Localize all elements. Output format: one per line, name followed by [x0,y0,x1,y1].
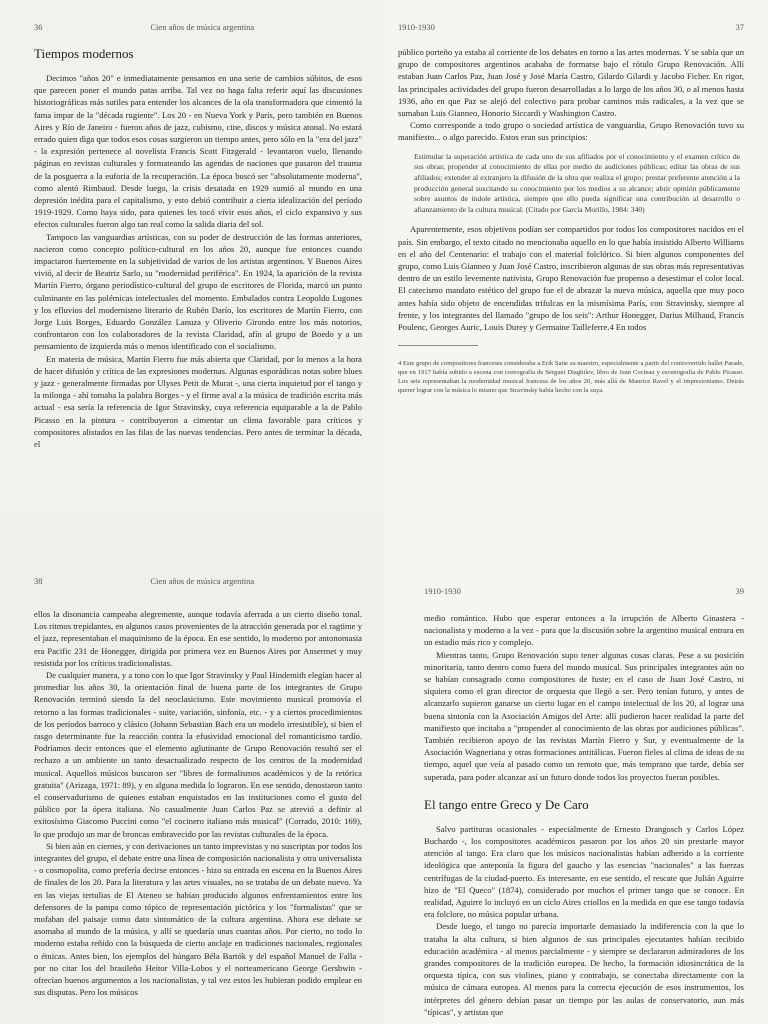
block-quote: Estimular la superación artística de cada uno de sus afiliados por el conocimiento y el examen crítico de sus obras; propender al conocimiento de ellas por medio de audiciones públicas; editar las obras de sus afiliados; extender al extranjero la difusión de la obra que realiza el grupo; prestar preferente atención a la producción general suscitando su conocimiento por los medios a su alcance; abrir opinión públicamente sobre asuntos de índole artística, siempre que ello pueda significar una contribución al desarrollo o afianzamiento de la cultura musical. (Citado por García Morillo, 1984: 340) [414,151,740,214]
running-title: Cien años de música argentina [150,22,255,32]
paragraph: Aparentemente, esos objetivos podían ser compartidos por todos los compositores nacidos en el país. Sin embargo, el texto citado no mencionaba aquello en lo que había insistido Alberto Williams en el año del Centenario: el trabajo con el material folclórico. Si bien algunos componentes del grupo, como Luis Gianneo y Juan José Castro, inscribieron algunas de sus obras más representativas dentro de un estilo levemente nativista, Grupo Renovación fue propenso a desestimar el color local. El catecismo mandato estético del grupo fue el de abrazar la nueva música, aquella que muy poco antes había sido objeto de encendidas trifulcas en la mismísima París, con Stravinsky, siempre al frente, y los integrantes del llamado "grupo de los seis": Arthur Honegger, Darius Milhaud, Francis Poulenc, Georges Auric, Louis Durey y Germaine Tailleferre.4 En todos [398,224,744,332]
paragraph: En materia de música, Martín Fierro fue más abierta que Claridad, por lo menos a la hora de hacer difusión y crítica de las expresiones modernas. Algunas esporádicas notas sobre blues y jazz - generalmente firmadas por Ulyses Petit de Murat -, una cierta inquietud por el tango y la milonga - ahí tomaba la palabra Borges - y el firme aval a la música de tradición escrita más actual - esa sería la referencia de Igor Stravinsky, cuya referencia equiparable a la de Pablo Picasso en la pintura - contribuyeron a cimentar un clima favorable para críticos y compositores alistados en las filas de las nuevas tendencias. Pero antes de terminar la década, el [34,353,362,450]
paragraph: Mientras tanto, Grupo Renovación supo tener algunas cosas claras. Pese a su posición minoritaria, tanto dentro como fuera del mundo musical. Sus principales integrantes aún no se habían consagrado como compositores de fuste; en el caso de Juan José Castro, ni siquiera como el gran director de orquesta que llegó a ser. Pero tenían futuro, y antes de alcanzarlo supieron ganarse un cierto lugar en el campo intelectual de los 20, al lograr una buena sintonía con la Asociación Amigos del Arte: allí pudieron hacer realidad la parte del manifiesto que incitaba a "propender al conocimiento de las obras por audiciones públicas". También recibieron apoyo de las revistas Martín Fierro y Sur, y eventualmente de la Asociación Wagneriana y otras formaciones antitálicas. Fueron fieles al clima de ideas de su tiempo, aquel que veía al pasado como un remoto que, más temprano que tarde, debía ser superada, para poder alcanzar así un futuro donde todos los proyectos fueran posibles. [424,649,744,782]
running-header [398,22,744,32]
paragraph: ellos la disonancia campeaba alegremente, aunque todavía aferrada a un cierto diseño tonal. Los ritmos trepidantes, en algunos casos provenientes de la atracción generada por el ragtime y el jazz, representaban el maquinismo de la época. En ese sentido, lo moderno por antonomasia era Pacific 231 de Honegger, dirigida por primera vez en Buenos Aires por Ansermet y muy resistida por los críticos tradicionalistas. [34,609,362,668]
section-heading: Tiempos modernos [34,46,134,61]
paragraph: De cualquier manera, y a tono con lo que Igor Stravinsky y Paul Hindemith elegían hacer al promediar los años 30, la orientación final de buena parte de los integrantes de Grupo Renovación terminó siendo la del neoclasicismo. Este movimiento musical promovía el retorno a las formas tradicionales - suite, variación, sinfonía, etc. - y a ciertos procedimientos de los períodos barroco y clásico (Johann Sebastian Bach era un modelo irresistible), si bien el rasgo determinante fue la reacción contra la efusividad emocional del romanticismo tardío. Podríamos decir entonces que el elemento aglutinante de Grupo Renovación resultó ser el rechazo a un ambiente un tanto desactualizado respecto de los centros de la modernidad musical. Aquellos músicos buscaron ser "libres de formalismos académicos y de la retórica gratuita" (Arizaga, 1971: 89), y en alguna medida lo lograron. En ese sentido, denostaron tanto el conservadurismo de quienes estaban enquistados en las instituciones como el gusto del público por la ópera italiana. No casualmente Juan Carlos Paz se atrevió a definir al exitosísimo Giacomo Puccini como "el cocinero italiano más musical" (Corrado, 2010: 169), lo que produjo un mar de broncas embravecido por las revistas culturales de la época. [34,670,362,839]
page-number: 38 [34,576,43,586]
page-37 [384,0,768,512]
page-39 [384,512,768,1024]
paragraph: público porteño ya estaba al corriente de los debates en torno a las artes modernas. Y se sabía que un grupo de compositores argentinos acababa de formarse bajo el rótulo Grupo Renovación. Allí estaban Juan Carlos Paz, Juan José y José María Castro, Gilardo Gilardi y Jacobo Ficher. En rigor, las principales actividades del grupo fueron desarrolladas a lo largo de los años 30, o al menos hasta 1936, año en que Paz se alejó del colectivo para probar caminos más radicales, a la vez que se sumaban Luis Gianneo, Honorio Siccardi y Washington Castro. [398,47,744,119]
page-number: 36 [34,22,43,32]
running-title: 1910-1930 [398,22,435,32]
footnote: 4 Este grupo de compositores franceses consideraba a Erik Satie su maestro, especialmente a partir del controvertido ballet Parade, que en 1917 había subido a escena con coreografía de Serguei Diaghilev, libro de Jean Cocteau y escenografía de Pablo Picasso. Los seis representaban la modernidad musical francesa de los años 20, más allá de Maurice Ravel y el impresionismo. Detrás querer lograr con la música lo mismo que Stravinsky había hecho con la suya. [398,360,744,394]
paragraph: Decimos "años 20" e inmediatamente pensamos en una serie de cambios súbitos, de esos que parecen poner el mundo patas arriba. Tal vez no haga falta referir aquí las discusiones historiográficas más sutiles para entender los alcances de la ola transformadora que cimentó la fama impar de la "década rugiente". Los 20 - en Nueva York y París, pero también en Buenos Aires y Río de Janeiro - fueron años de jazz, cubismo, cine, discos y música atonal. No estará errado quien diga que todos esos cosas surgieron un tiempo antes, pero sólo en la "era del jazz" - la expresión pertenece al novelista Francis Scott Fitzgerald - levantaron vuelo, llenando páginas en revistas culturales y formateando las agendas de naciones que pasaron del trauma de la posguerra a la euforia de la recuperación. La época buscó ser "absolutamente moderna", como alentó Rimbaud. Desde luego, la crisis desatada en 1929 sumió al mundo en una depresión inédita para el capitalismo, y esto debió contribuir a cierta idealización del período 1919-1929. Como haya sido, para quienes les tocó vivir esos años, el ciclo expansivo y sus efectos culturales fueron algo tan real como la salida diaria del sol. [34,73,362,230]
page-number: 39 [735,586,744,596]
paragraph: Si bien aún en ciernes, y con derivaciones un tanto imprevistas y no suscriptas por todos los integrantes del grupo, el debate entre una línea de composición nacionalista y otra universalista - o cosmopolita, como prefería decirse entonces - hizo su entrada en escena en la Buenos Aires de finales de los 20. Para la literatura y las artes visuales, no se trataba de un debate nuevo. Ya en las viejas tertulias de El Ateneo se habían producido algunos enfrentamientos entre los defensores de la pampa como tópico de representación pictórica y los "formalistas" que se mofaban del paisaje como dato sintomático de la cultura argentina. Ahora ese debate se asomaba al mundo de la música, y allí se quedaría unas cuantas años. Por cierto, no todo lo moderno estaba reñido con la búsqueda de cierto anclaje en tradiciones nacionales, regionales o étnicas. Antes bien, los ejemplos del húngaro Béla Bartók y del español Manuel de Falla - por no citar los del brasileño Heitor Villa-Lobos y el norteamericano George Gershwin - ofrecían buenos argumentos a los nacionalistas, y tal vez estos les hubieran podido emplear en sus disputas. Pero los músicos [34,840,362,998]
paragraph: Tampoco las vanguardias artísticas, con su poder de destrucción de las formas anteriores, nacieron como concepto político-cultural en los años 20, aunque fue entonces cuando impactaron fuertemente en la subjetividad de varios de los artistas argentinos. Y Buenos Aires vivió, al decir de Beatriz Sarlo, su "modernidad periférica". En 1924, la aparición de la revista Martín Fierro, órgano periodístico-cultural del grupo de escritores de Florida, marcó un punto culminante en las polémicas intelectuales del momento. Embalados contra Leopoldo Lugones y los efluvios del modernismo literario de Rubén Darío, los escritores de Martín Fierro, con Jorge Luis Borges, Eduardo González Lanuza y Oliverio Girondo entre los más notorios, confrontaron con los colaboradores de la revista Claridad, afín al grupo de Boedo y a un pensamiento de izquierda más o menos identificado con el socialismo. [34,231,362,352]
paragraph: Desde luego, el tango no parecía importarle demasiado la indiferencia con la que lo trataba la alta cultura, si bien algunos de sus principales ejecutantes habían recibido educación académica - al menos parcialmente - y siempre se declararon admiradores de los grandes compositores de la tradición europea. De hecho, la formación idiosincrática de la orquesta típica, con sus violines, piano y contrabajo, se conectaba directamente con la música de cámara europea. Al menos para la correcta ejecución de esos instrumentos, los intérpretes del género debían pasar un tiempo por las aulas de conservatorio, aun más "típicas", y artistas que [424,921,744,1017]
running-header [34,576,362,586]
running-title: Cien años de música argentina [150,576,255,586]
page-number: 37 [735,22,744,32]
running-header [34,22,362,32]
paragraph: Salvo partituras ocasionales - especialmente de Ernesto Drangosch y Carlos López Buchardo -, los compositores académicos pasaron por los años 20 sin prestarle mayor atención al tango. Era claro que los músicos nacionalistas habían adherido a la corriente ideológica que anteponía la figura del gaucho y las esencias "nacionales" a las fuerzas centrífugas de la ciudad-puerto. Es interesante, en ese sentido, el rescate que Julián Aguirre hizo de "El Queco" (1874), considerado por muchos el primer tango que se conoce. En realidad, Aguirre lo incluyó en un ciclo Aires criollos en la medida en que ese tango todavía era folclore, no música popular urbana. [424,823,744,920]
section-heading: El tango entre Greco y De Caro [424,796,589,812]
running-title: 1910-1930 [424,586,461,596]
footnote-divider [398,345,478,346]
page-36 [0,0,384,512]
paragraph: medio romántico. Hubo que esperar entonces a la irrupción de Alberto Ginastera - nacionalista y moderno a la vez - para que la discusión sobre la argentino musical entrara en un estadio más rico y complejo. [424,613,744,648]
paragraph: Como corresponde a todo grupo o sociedad artística de vanguardia, Grupo Renovación tuvo su manifiesto... o algo parecido. Estos eran sus principios: [398,120,744,143]
page-38 [0,512,384,1024]
running-header [424,586,744,596]
